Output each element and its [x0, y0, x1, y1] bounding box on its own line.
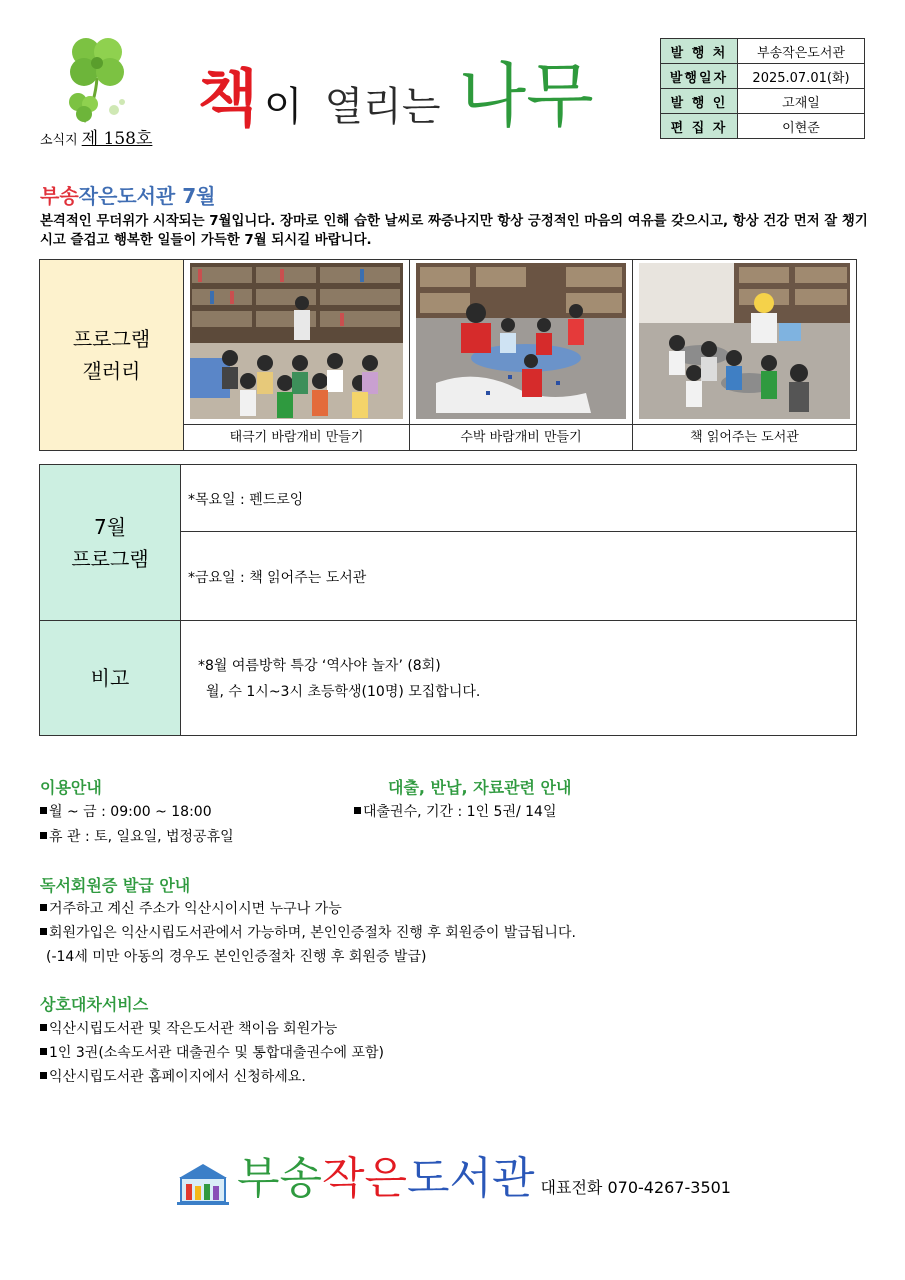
gallery-item: [184, 260, 410, 450]
gallery-label-line2: 갤러리: [82, 359, 141, 383]
membership-line-1-text: 거주하고 계신 주소가 익산시이시면 누구나 가능: [49, 901, 342, 917]
title-part3: 열리는: [324, 84, 441, 130]
program-thursday: *목요일 : 펜드로잉: [188, 492, 304, 508]
membership-line-3: (-14세 미만 아동의 경우도 본인인증절차 진행 후 회원증 발급): [46, 949, 427, 965]
library-building-icon: [175, 1160, 231, 1206]
usage-line-2-text: 휴 관 : 토, 일요일, 법정공휴일: [49, 829, 234, 845]
section-title-july: [40, 180, 215, 209]
bullet-icon: [40, 807, 47, 814]
table-row: [661, 39, 865, 64]
note-line-2: 월, 수 1시~3시 초등학생(10명) 모집합니다.: [206, 684, 481, 700]
table-row: [661, 64, 865, 89]
gallery-photo-3: [639, 263, 850, 419]
editor-key: 편 집 자: [661, 114, 738, 139]
gallery-photo-1: [190, 263, 403, 419]
program-gallery: [39, 259, 857, 451]
interloan-line-2-text: 1인 3권(소속도서관 대출권수 및 통합대출권수에 포함): [49, 1045, 384, 1061]
issuer-value: 고재일: [738, 89, 865, 114]
bullet-icon: [40, 832, 47, 839]
loan-line-1-text: 대출권수, 기간 : 1인 5권/ 14일: [363, 804, 557, 820]
interloan-line-1: [40, 1018, 337, 1038]
bullet-icon: [40, 1048, 47, 1055]
program-table: [39, 464, 857, 736]
interloan-line-3: [40, 1066, 306, 1086]
membership-line-1: [40, 898, 342, 918]
note-label-text: 비고: [90, 666, 130, 690]
date-value: 2025.07.01(화): [738, 64, 865, 89]
loan-title: 대출, 반납, 자료관련 안내: [388, 778, 572, 797]
intro-text: 본격적인 무더위가 시작되는 7월입니다. 장마로 인해 습한 날씨로 짜증나지만 항상 긍정적인 마음의 여유를 갖으시고, 항상 건강 먼저 잘 챙기시고 즐겁고 행복한 일들이 가득한 7월 되시길 바랍니다.: [40, 214, 868, 248]
gallery-item: [633, 260, 856, 450]
gallery-label-line1: 프로그램: [72, 327, 151, 351]
clover-logo-icon: [62, 30, 132, 125]
usage-title: 이용안내: [40, 778, 102, 797]
table-row: [661, 114, 865, 139]
membership-title: 독서회원증 발급 안내: [40, 876, 191, 895]
gallery-item: [410, 260, 633, 450]
program-label-line2: 프로그램: [71, 546, 149, 571]
gallery-caption-2: 수박 바람개비 만들기: [410, 424, 632, 451]
footer-name-part2: 작은: [322, 1153, 408, 1204]
row-divider: [180, 531, 856, 532]
footer-name-part1: 부송: [237, 1153, 323, 1204]
issue-number-value: 제 158호: [81, 129, 153, 149]
publisher-key: 발 행 처: [661, 39, 738, 64]
issue-number: [40, 124, 152, 149]
bullet-icon: [40, 904, 47, 911]
usage-line-1: [40, 801, 212, 821]
table-row: [661, 89, 865, 114]
section-title-red: 부송: [40, 184, 79, 208]
note-label: [40, 621, 181, 735]
gallery-label: [40, 260, 184, 450]
membership-line-2-text: 회원가입은 익산시립도서관에서 가능하며, 본인인증절차 진행 후 회원증이 발급됩니다.: [49, 925, 576, 941]
program-label: [40, 465, 181, 620]
footer-library-logo: [175, 1152, 731, 1206]
footer-name-part3: 도서관: [407, 1153, 535, 1204]
newsletter-title: [198, 40, 594, 141]
gallery-caption-1: 태극기 바람개비 만들기: [184, 424, 409, 451]
publisher-value: 부송작은도서관: [738, 39, 865, 64]
note-line-1: *8월 여름방학 특강 ‘역사야 놀자’ (8회): [198, 658, 441, 674]
loan-line-1: [354, 801, 556, 821]
bullet-icon: [40, 1072, 47, 1079]
title-part4: 나무: [458, 55, 594, 137]
publication-info-table: [660, 38, 865, 139]
program-label-line1: 7월: [93, 514, 127, 539]
usage-line-2: [40, 826, 234, 846]
interloan-line-1-text: 익산시립도서관 및 작은도서관 책이음 회원가능: [49, 1021, 338, 1037]
bullet-icon: [40, 928, 47, 935]
gallery-photo-2: [416, 263, 626, 419]
usage-line-1-text: 월 ~ 금 : 09:00 ~ 18:00: [49, 804, 212, 820]
editor-value: 이현준: [738, 114, 865, 139]
bullet-icon: [354, 807, 361, 814]
issue-prefix: 소식지: [40, 133, 78, 148]
section-title-rest: 작은도서관 7월: [78, 184, 216, 208]
gallery-caption-3: 책 읽어주는 도서관: [633, 424, 856, 451]
footer-phone: 대표전화 070-4267-3501: [540, 1178, 731, 1197]
program-friday: *금요일 : 책 읽어주는 도서관: [188, 570, 367, 586]
title-part2: 이: [263, 84, 303, 130]
title-part1: 책: [198, 62, 258, 135]
interloan-line-2: [40, 1042, 384, 1062]
bullet-icon: [40, 1024, 47, 1031]
interloan-title: 상호대차서비스: [40, 995, 149, 1014]
membership-line-2: [40, 922, 576, 942]
interloan-line-3-text: 익산시립도서관 홈페이지에서 신청하세요.: [49, 1069, 306, 1085]
date-key: 발행일자: [661, 64, 738, 89]
issuer-key: 발 행 인: [661, 89, 738, 114]
